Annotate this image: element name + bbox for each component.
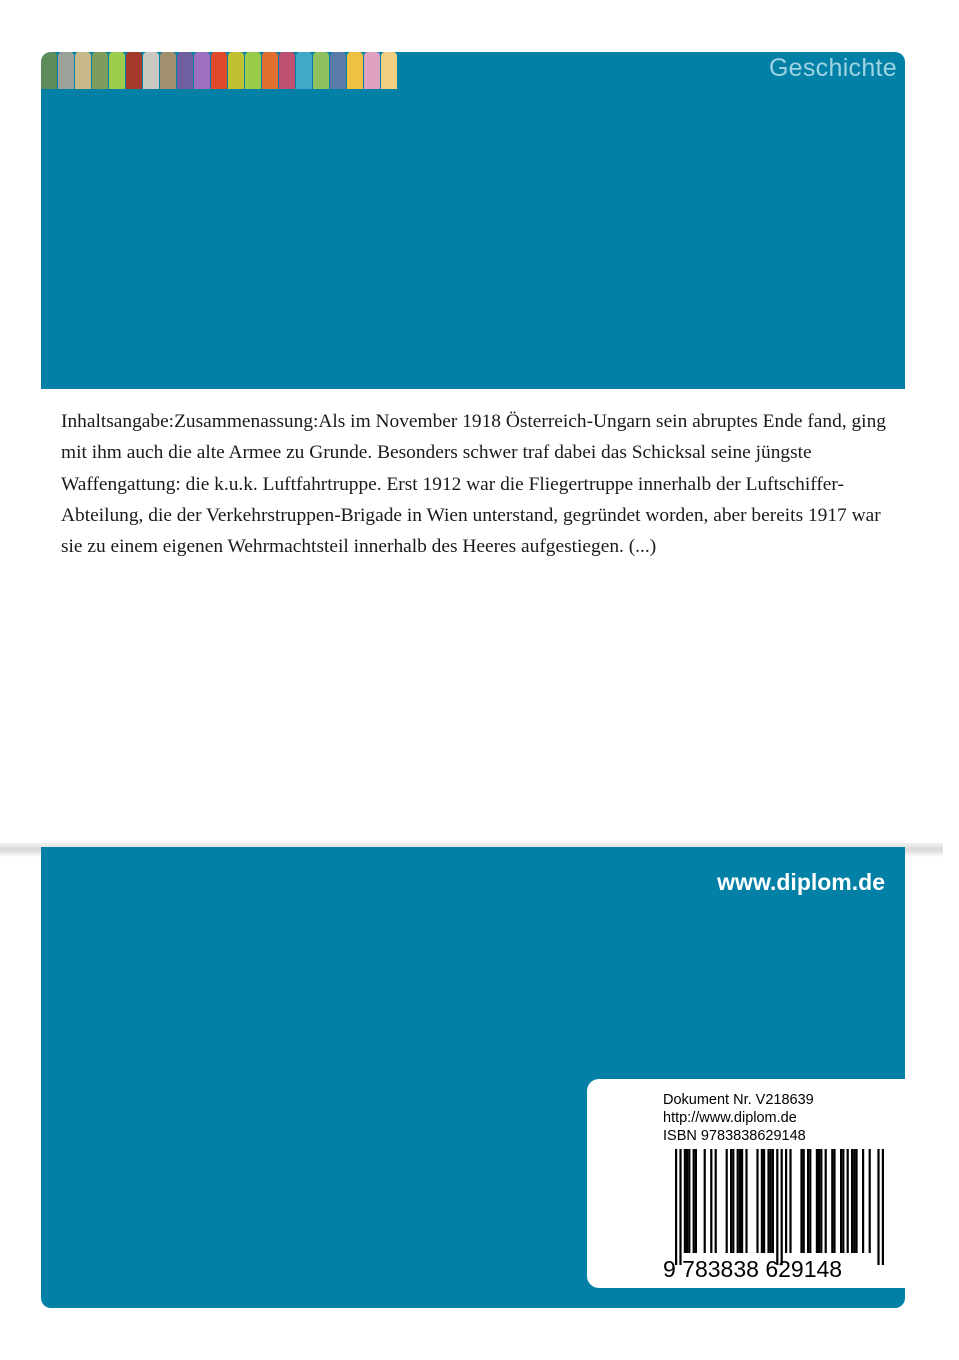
- color-tab: [245, 52, 261, 89]
- color-tab: [279, 52, 295, 89]
- color-tab: [92, 52, 108, 89]
- color-tab: [75, 52, 91, 89]
- barcode-bar: [695, 1149, 697, 1253]
- barcode-bar: [851, 1149, 853, 1253]
- barcode-bar: [741, 1149, 743, 1253]
- barcode-bar: [761, 1149, 763, 1253]
- barcode-bar: [809, 1149, 811, 1253]
- barcode-bar: [679, 1149, 681, 1265]
- color-tab: [296, 52, 312, 89]
- barcode-bar: [745, 1149, 747, 1253]
- barcode-bar: [726, 1149, 728, 1253]
- barcode-bar: [840, 1149, 842, 1253]
- cover-top-panel: [41, 52, 905, 389]
- barcode-bar: [767, 1149, 769, 1253]
- color-tab: [109, 52, 125, 89]
- color-tab: [313, 52, 329, 89]
- barcode-bar: [807, 1149, 809, 1253]
- barcode-bar: [789, 1149, 791, 1253]
- barcode-bar: [831, 1149, 833, 1253]
- barcode-bar: [833, 1149, 835, 1253]
- cover-bottom-panel: [41, 847, 905, 1308]
- barcode-bar: [800, 1149, 802, 1253]
- isbn-box: [587, 1079, 905, 1288]
- blurb-text: Inhaltsangabe:Zusammenassung:Als im November 1918 Österreich-Ungarn sein abruptes Ende fand, ging mit ihm auch die alte Armee zu Grunde. Besonders schwer traf dabei das Schicksal seine jüngste Waffengattung: die k.u.k. Luftfahrtruppe. Erst 1912 war die Fliegertruppe innerhalb der Luftschiffer-Abteilung, die der Verkehrstruppen-Brigade in Wien unterstand, gegründet worden, aber bereits 1917 war sie zu einem eigenen Wehrmachtsteil innerhalb des Heeres aufgestiegen. (...): [61, 411, 886, 558]
- barcode-bar: [882, 1149, 884, 1265]
- publisher-website[interactable]: www.diplom.de: [717, 869, 885, 895]
- barcode-bar: [820, 1149, 822, 1253]
- barcode-bar: [770, 1149, 772, 1253]
- color-tab: [381, 52, 397, 89]
- barcode-bar: [732, 1149, 734, 1253]
- barcode-bar: [675, 1149, 677, 1265]
- color-tab: [177, 52, 193, 89]
- barcode-bar: [772, 1149, 774, 1253]
- barcode-bar: [704, 1149, 706, 1253]
- color-tab: [228, 52, 244, 89]
- barcode-bar: [776, 1149, 778, 1265]
- barcode-bar: [842, 1149, 844, 1253]
- color-tab: [330, 52, 346, 89]
- barcode-bar: [686, 1149, 688, 1253]
- barcode-bar: [869, 1149, 871, 1253]
- barcode-bar: [853, 1149, 855, 1253]
- isbn-number: ISBN 9783838629148: [663, 1128, 806, 1144]
- publisher-url: http://www.diplom.de: [663, 1110, 797, 1126]
- barcode-bar: [737, 1149, 739, 1253]
- barcode-bar: [816, 1149, 818, 1253]
- barcode-bar: [730, 1149, 732, 1253]
- color-tab: [41, 52, 57, 89]
- barcode-bar: [803, 1149, 805, 1253]
- barcode-bar: [847, 1149, 849, 1253]
- barcode-digits: 9 783838 629148: [663, 1256, 843, 1281]
- barcode-bar: [781, 1149, 783, 1265]
- isbn-barcode: [661, 1149, 891, 1281]
- document-number: Dokument Nr. V218639: [663, 1092, 814, 1108]
- color-tab: [194, 52, 210, 89]
- color-tab: [126, 52, 142, 89]
- barcode-bar: [684, 1149, 686, 1253]
- color-tab: [143, 52, 159, 89]
- isbn-text-block: [663, 1091, 814, 1145]
- barcode-bar: [688, 1149, 690, 1253]
- barcode-bar: [862, 1149, 864, 1253]
- color-tab: [262, 52, 278, 89]
- barcode-bar: [763, 1149, 765, 1253]
- barcode-bar: [877, 1149, 879, 1265]
- color-tab: [211, 52, 227, 89]
- barcode-bar: [739, 1149, 741, 1253]
- barcode-bar: [855, 1149, 857, 1253]
- barcode-bar: [693, 1149, 695, 1253]
- barcode-bar: [785, 1149, 787, 1253]
- barcode-bar: [715, 1149, 717, 1253]
- barcode-bar: [818, 1149, 820, 1253]
- color-tabs: [41, 52, 398, 89]
- barcode-bar: [710, 1149, 712, 1253]
- color-tab: [364, 52, 380, 89]
- category-label: Geschichte: [768, 54, 897, 82]
- color-tab: [58, 52, 74, 89]
- color-tab: [347, 52, 363, 89]
- barcode-bar: [756, 1149, 758, 1253]
- color-tab: [160, 52, 176, 89]
- barcode-bar: [825, 1149, 827, 1253]
